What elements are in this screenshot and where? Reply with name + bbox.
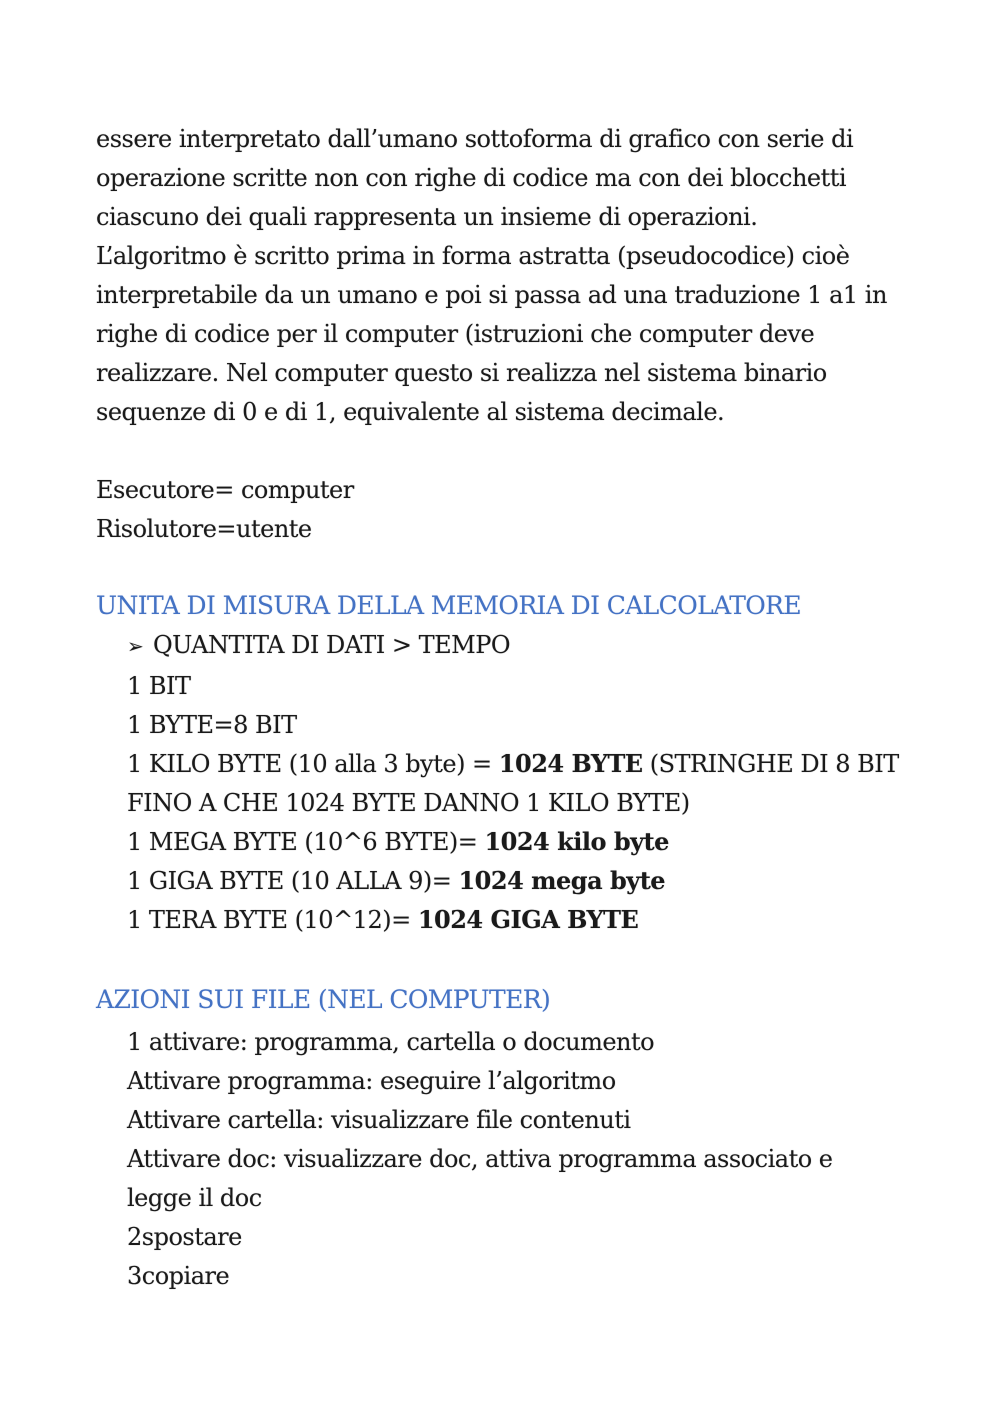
file-action-line: 1 attivare: programma, cartella o documento bbox=[127, 1028, 655, 1056]
paragraph-line: operazione scritte non con righe di codice ma con dei blocchetti bbox=[96, 164, 847, 192]
paragraph-line: L’algoritmo è scritto prima in forma astratta (pseudocodice) cioè bbox=[96, 242, 850, 270]
executor-line: Esecutore= computer bbox=[96, 476, 354, 504]
paragraph-line: righe di codice per il computer (istruzioni che computer deve bbox=[96, 320, 815, 348]
gigabyte-prefix: 1 GIGA BYTE (10 ALLA 9)= bbox=[127, 867, 459, 895]
kilobyte-value: 1024 BYTE bbox=[498, 749, 643, 778]
paragraph-line: ciascuno dei quali rappresenta un insieme di operazioni. bbox=[96, 203, 758, 231]
terabyte-line bbox=[127, 905, 638, 935]
paragraph-line: essere interpretato dall’umano sottoforma di grafico con serie di bbox=[96, 125, 854, 153]
bit-line: 1 BIT bbox=[127, 672, 191, 700]
file-action-line: legge il doc bbox=[127, 1184, 262, 1212]
paragraph-line: sequenze di 0 e di 1, equivalente al sistema decimale. bbox=[96, 398, 725, 426]
gigabyte-value: 1024 mega byte bbox=[458, 866, 666, 895]
file-action-line: 2spostare bbox=[127, 1223, 242, 1251]
byte-line: 1 BYTE=8 BIT bbox=[127, 711, 297, 739]
file-action-line: Attivare programma: eseguire l’algoritmo bbox=[127, 1067, 616, 1095]
file-action-line: 3copiare bbox=[127, 1262, 230, 1290]
file-action-line: Attivare cartella: visualizzare file contenuti bbox=[127, 1106, 631, 1134]
kilobyte-prefix: 1 KILO BYTE (10 alla 3 byte) = bbox=[127, 750, 499, 778]
bullet-text: QUANTITA DI DATI > TEMPO bbox=[153, 631, 511, 659]
paragraph-line: interpretabile da un umano e poi si passa ad una traduzione 1 a1 in bbox=[96, 281, 887, 309]
megabyte-value: 1024 kilo byte bbox=[484, 827, 669, 856]
kilobyte-continuation: FINO A CHE 1024 BYTE DANNO 1 KILO BYTE) bbox=[127, 789, 690, 817]
kilobyte-suffix: (STRINGHE DI 8 BIT bbox=[642, 750, 899, 778]
gigabyte-line bbox=[127, 866, 665, 896]
paragraph-line: realizzare. Nel computer questo si realizza nel sistema binario bbox=[96, 359, 827, 387]
file-action-line: Attivare doc: visualizzare doc, attiva programma associato e bbox=[127, 1145, 833, 1173]
bullet-item bbox=[127, 630, 510, 661]
megabyte-prefix: 1 MEGA BYTE (10^6 BYTE)= bbox=[127, 828, 485, 856]
terabyte-value: 1024 GIGA BYTE bbox=[417, 905, 639, 934]
terabyte-prefix: 1 TERA BYTE (10^12)= bbox=[127, 906, 418, 934]
arrow-bullet-icon: ➢ bbox=[127, 634, 144, 658]
kilobyte-line bbox=[127, 749, 899, 779]
megabyte-line bbox=[127, 827, 669, 857]
memory-units-heading: UNITA DI MISURA DELLA MEMORIA DI CALCOLATORE bbox=[96, 591, 802, 620]
file-actions-heading: AZIONI SUI FILE (NEL COMPUTER) bbox=[96, 985, 551, 1014]
solver-line: Risolutore=utente bbox=[96, 515, 312, 543]
